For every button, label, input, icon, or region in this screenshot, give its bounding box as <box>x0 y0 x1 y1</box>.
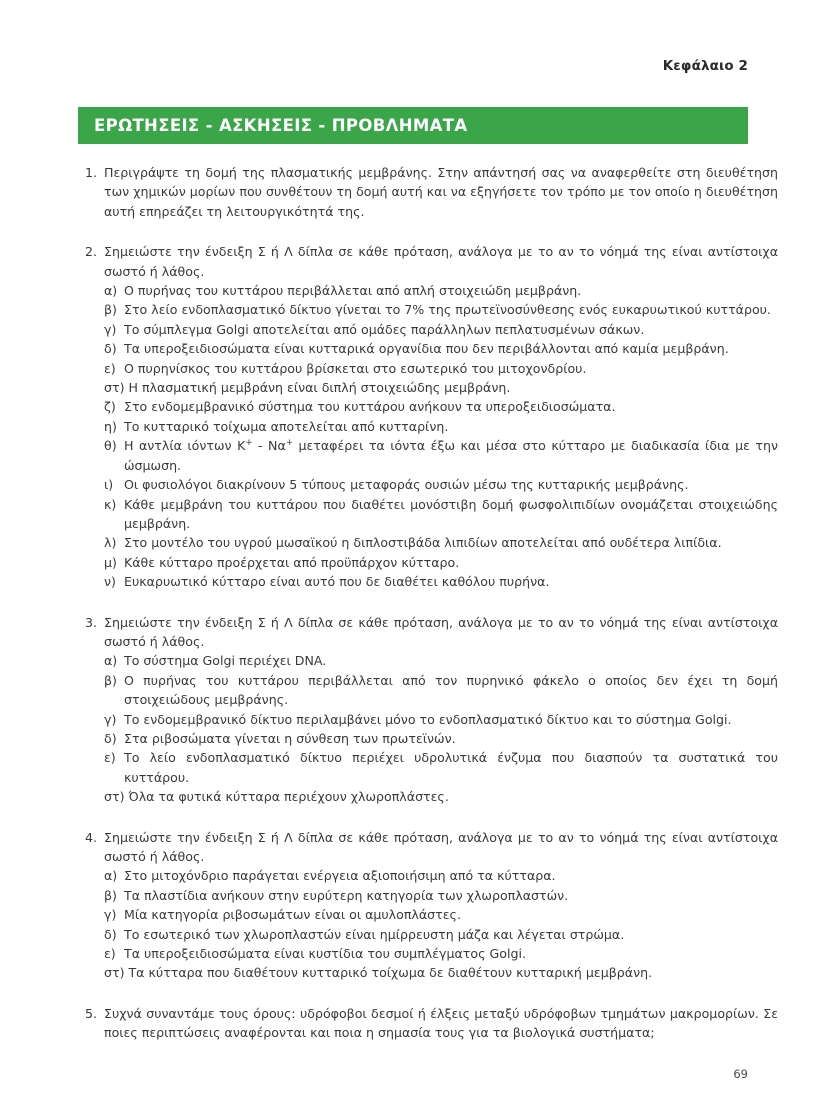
sub-item-marker: β) <box>104 887 117 903</box>
question-number: 2. <box>84 244 97 260</box>
sub-item-text: Τα πλαστίδια ανήκουν στην ευρύτερη κατηγορία των χλωροπλαστών. <box>124 887 569 903</box>
sub-item-text: Στα ριβοσώματα γίνεται η σύνθεση των πρωτεϊνών. <box>124 730 456 746</box>
sub-item-marker: α) <box>104 283 118 299</box>
question-block <box>78 163 778 221</box>
page-number: 69 <box>733 1067 748 1081</box>
question-sub-item <box>104 787 778 806</box>
sub-item-text: Το σύμπλεγμα Golgi αποτελείται από ομάδες παράλληλων πεπλατυσμένων σάκων. <box>124 321 645 337</box>
question-sub-item <box>104 944 778 963</box>
question-stem: Περιγράψτε τη δομή της πλασματικής μεμβράνης. Στην απάντησή σας να αναφερθείτε στη διευθέτηση των χημικών μορίων που συνθέτουν τη δομή αυτή και να εξηγήσετε τον τρόπο με τον οποίο η διευθέτηση αυτή επηρεάζει τη λειτουργικότητά της. <box>104 165 778 219</box>
sub-item-marker: δ) <box>104 926 117 942</box>
question-sub-item <box>104 533 778 552</box>
sub-item-marker: ε) <box>104 360 116 376</box>
sub-item-text: Στο λείο ενδοπλασματικό δίκτυο γίνεται το 7% της πρωτεϊνοσύνθεσης ενός ευκαρυωτικού κυττάρου. <box>124 302 771 318</box>
question-sub-item <box>104 905 778 924</box>
sub-item-text: Τα υπεροξειδιοσώματα είναι κυστίδια του συμπλέγματος Golgi. <box>124 946 526 962</box>
question-stem: Συχνά συναντάμε τους όρους: υδρόφοβοι δεσμοί ή έλξεις μεταξύ υδρόφοβων τμημάτων μακρομορίων. Σε ποιες περιπτώσεις αναφέρονται και ποια η σημασία τους για τα βιολογικά συστήματα; <box>104 1005 778 1041</box>
sub-item-marker: στ) <box>104 965 125 981</box>
question-block <box>78 242 778 591</box>
sub-item-text: Το σύστημα Golgi περιέχει DNA. <box>124 653 327 669</box>
sub-item-marker: θ) <box>104 438 117 454</box>
question-sub-item <box>104 359 778 378</box>
question-body <box>104 1004 778 1043</box>
question-body <box>104 242 778 591</box>
sub-item-marker: γ) <box>104 711 117 727</box>
question-sub-list <box>104 866 778 982</box>
sub-item-text: Το κυτταρικό τοίχωμα αποτελείται από κυτταρίνη. <box>124 418 449 434</box>
sub-item-text: Η αντλία ιόντων Κ+ - Να+ μεταφέρει τα ιόντα έξω και μέσα στο κύτταρο με διαδικασία ίδια με την ώσμωση. <box>124 438 779 473</box>
sub-item-text: Στο μιτοχόνδριο παράγεται ενέργεια αξιοποιήσιμη από τα κύτταρα. <box>124 868 556 884</box>
sub-item-marker: δ) <box>104 341 117 357</box>
question-stem: Σημειώστε την ένδειξη Σ ή Λ δίπλα σε κάθε πρόταση, ανάλογα με το αν το νόημά της είναι αντίστοιχα σωστό ή λάθος. <box>104 829 778 864</box>
questions-container <box>78 163 778 1043</box>
question-sub-item <box>104 339 778 358</box>
sub-item-marker: ι) <box>104 477 114 493</box>
question-number: 4. <box>84 829 97 845</box>
question-number: 5. <box>84 1005 97 1021</box>
question-sub-item <box>104 495 778 534</box>
sub-item-marker: α) <box>104 868 118 884</box>
sub-item-marker: β) <box>104 672 117 688</box>
question-block <box>78 828 778 983</box>
question-sub-item <box>104 671 778 710</box>
question-sub-item <box>104 572 778 591</box>
sub-item-marker: κ) <box>104 496 117 512</box>
sub-item-text: Τα υπεροξειδιοσώματα είναι κυτταρικά οργανίδια που δεν περιβάλλονται από καμία μεμβράνη. <box>124 341 729 357</box>
sub-item-text: Στο μοντέλο του υγρού μωσαϊκού η διπλοστιβάδα λιπιδίων αποτελείται από ουδέτερα λιπίδια. <box>124 535 722 551</box>
question-sub-item <box>104 866 778 885</box>
section-banner <box>78 107 748 144</box>
sub-item-marker: β) <box>104 302 117 318</box>
question-sub-item <box>104 886 778 905</box>
sub-item-marker: στ) <box>104 380 125 396</box>
sub-item-text: Ευκαρυωτικό κύτταρο είναι αυτό που δε διαθέτει καθόλου πυρήνα. <box>124 574 550 590</box>
question-number: 3. <box>84 614 97 630</box>
sub-item-marker: λ) <box>104 535 117 551</box>
question-stem: Σημειώστε την ένδειξη Σ ή Λ δίπλα σε κάθε πρόταση, ανάλογα με το αν το νόημά της είναι αντίστοιχα σωστό ή λάθος. <box>104 614 778 649</box>
question-sub-item <box>104 300 778 319</box>
question-sub-item <box>104 651 778 670</box>
sub-item-marker: ζ) <box>104 399 116 415</box>
sub-item-text: Ο πυρηνίσκος του κυττάρου βρίσκεται στο εσωτερικό του μιτοχονδρίου. <box>124 360 587 376</box>
sub-item-text: Τα κύτταρα που διαθέτουν κυτταρικό τοίχωμα δε διαθέτουν κυτταρική μεμβράνη. <box>128 965 653 981</box>
sub-item-text: Το ενδομεμβρανικό δίκτυο περιλαμβάνει μόνο το ενδοπλασματικό δίκτυο και το σύστημα Golgi. <box>124 711 732 727</box>
sub-item-marker: α) <box>104 653 118 669</box>
sub-item-text: Στο ενδομεμβρανικό σύστημα του κυττάρου ανήκουν τα υπεροξειδιοσώματα. <box>124 399 616 415</box>
section-banner-title: ΕΡΩΤΗΣΕΙΣ - ΑΣΚΗΣΕΙΣ - ΠΡΟΒΛΗΜΑΤΑ <box>94 116 468 135</box>
question-stem: Σημειώστε την ένδειξη Σ ή Λ δίπλα σε κάθε πρόταση, ανάλογα με το αν το νόημά της είναι αντίστοιχα σωστό ή λάθος. <box>104 244 778 279</box>
sub-item-marker: ν) <box>104 574 116 590</box>
sub-item-marker: μ) <box>104 554 117 570</box>
question-sub-item <box>104 436 778 475</box>
question-sub-item <box>104 378 778 397</box>
sub-item-text: Η πλασματική μεμβράνη είναι διπλή στοιχειώδης μεμβράνη. <box>128 380 511 396</box>
question-sub-item <box>104 963 778 982</box>
question-number: 1. <box>84 165 97 180</box>
sub-item-marker: στ) <box>104 789 125 805</box>
question-sub-list <box>104 651 778 806</box>
question-body <box>104 163 778 221</box>
sub-item-marker: δ) <box>104 730 117 746</box>
sub-item-text: Όλα τα φυτικά κύτταρα περιέχουν χλωροπλάστες. <box>128 789 449 805</box>
sub-item-text: Κάθε μεμβράνη του κυττάρου που διαθέτει μονόστιβη δομή φωσφολιπιδίων ονομάζεται στοιχειώδης μεμβράνη. <box>124 496 778 531</box>
question-sub-list <box>104 281 778 592</box>
question-block <box>78 1004 778 1043</box>
question-sub-item <box>104 281 778 300</box>
sub-item-text: Οι φυσιολόγοι διακρίνουν 5 τύπους μεταφοράς ουσιών μέσω της κυτταρικής μεμβράνης. <box>124 477 689 493</box>
question-sub-item <box>104 397 778 416</box>
question-sub-item <box>104 320 778 339</box>
sub-item-marker: γ) <box>104 321 117 337</box>
sub-item-marker: ε) <box>104 750 116 766</box>
sub-item-text: Μία κατηγορία ριβοσωμάτων είναι οι αμυλοπλάστες. <box>124 907 461 923</box>
question-sub-item <box>104 475 778 494</box>
sub-item-text: Ο πυρήνας του κυττάρου περιβάλλεται από τον πυρηνικό φάκελο ο οποίος δεν έχει τη δομή στοιχειώδους μεμβράνης. <box>124 672 778 708</box>
question-sub-item <box>104 729 778 748</box>
question-sub-item <box>104 553 778 572</box>
question-body <box>104 828 778 983</box>
question-sub-item <box>104 710 778 729</box>
question-sub-item <box>104 417 778 436</box>
question-block <box>78 613 778 807</box>
sub-item-marker: γ) <box>104 907 117 923</box>
question-sub-item <box>104 925 778 944</box>
sub-item-text: Κάθε κύτταρο προέρχεται από προϋπάρχον κύτταρο. <box>124 554 460 570</box>
sub-item-text: Το λείο ενδοπλασματικό δίκτυο περιέχει υδρολυτικά ένζυμα που διασπούν τα συστατικά του κυττάρου. <box>124 750 778 785</box>
sub-item-marker: ε) <box>104 946 116 962</box>
sub-item-marker: η) <box>104 418 117 434</box>
question-body <box>104 613 778 807</box>
running-head-chapter: Κεφάλαιο 2 <box>662 58 748 74</box>
sub-item-text: Το εσωτερικό των χλωροπλαστών είναι ημίρρευστη μάζα και λέγεται στρώμα. <box>124 926 625 942</box>
sub-item-text: Ο πυρήνας του κυττάρου περιβάλλεται από απλή στοιχειώδη μεμβράνη. <box>124 283 582 299</box>
question-sub-item <box>104 748 778 787</box>
